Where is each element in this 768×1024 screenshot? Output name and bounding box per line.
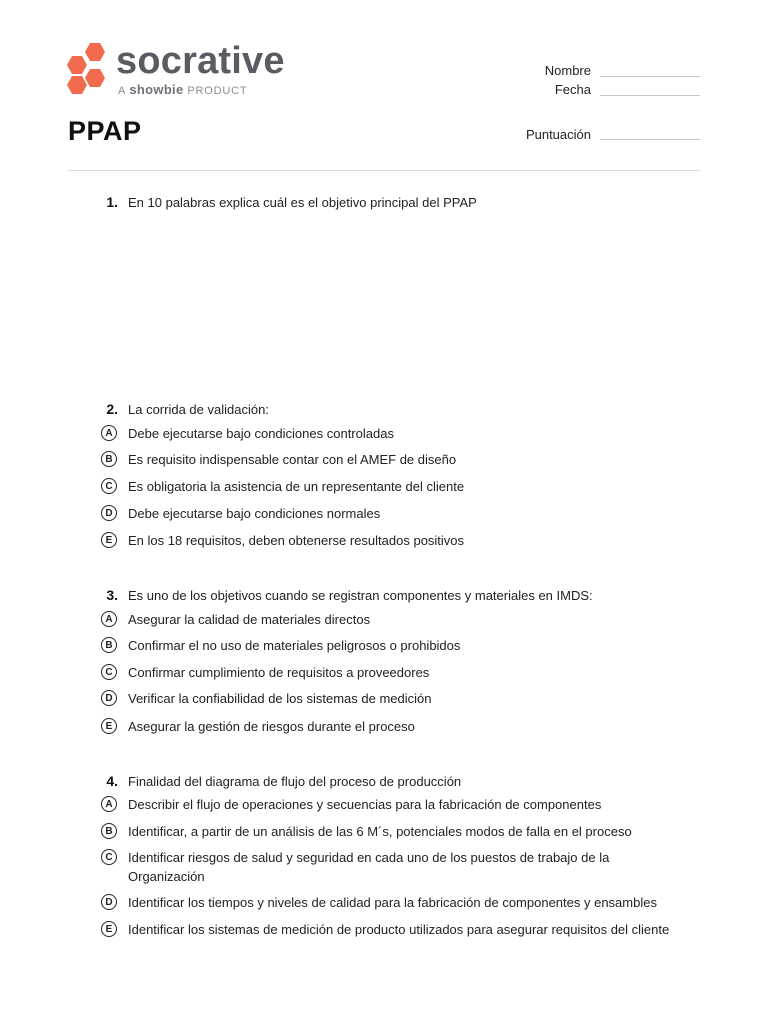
option-bubble-d[interactable]: D (101, 690, 117, 706)
header-divider (68, 170, 700, 171)
option-text: Identificar, a partir de un análisis de las 6 M´s, potenciales modos de falla en el proceso (128, 824, 632, 839)
puntuacion-label: Puntuación (525, 127, 591, 142)
option-bubble-c[interactable]: C (101, 664, 117, 680)
logo-tagline (118, 82, 247, 97)
puntuacion-input-line[interactable] (600, 139, 700, 140)
option-bubble-c[interactable]: C (101, 478, 117, 494)
nombre-input-line[interactable] (600, 76, 700, 77)
question-number: 1. (106, 194, 118, 210)
option-bubble-a[interactable]: A (101, 611, 117, 627)
option-text: Es obligatoria la asistencia de un representante del cliente (128, 479, 465, 494)
question-number: 3. (106, 587, 118, 603)
option-bubble-b[interactable]: B (101, 451, 117, 467)
option-text: Identificar riesgos de salud y seguridad en cada uno de los puestos de trabajo de la Organización (128, 850, 610, 884)
option-text: Asegurar la gestión de riesgos durante el proceso (128, 719, 415, 734)
nombre-label: Nombre (544, 63, 591, 78)
option-text: Debe ejecutarse bajo condiciones normales (128, 506, 381, 521)
question-text: La corrida de validación: (128, 402, 269, 417)
option-bubble-d[interactable]: D (101, 505, 117, 521)
tagline-suffix: PRODUCT (187, 85, 248, 97)
question-text: En 10 palabras explica cuál es el objetivo principal del PPAP (128, 195, 477, 210)
question-number: 4. (106, 773, 118, 789)
option-text: Confirmar cumplimiento de requisitos a proveedores (128, 665, 430, 680)
tagline-prefix: A (118, 85, 126, 97)
option-bubble-c[interactable]: C (101, 849, 117, 865)
option-bubble-b[interactable]: B (101, 637, 117, 653)
option-text: Asegurar la calidad de materiales directos (128, 612, 371, 627)
option-text: Es requisito indispensable contar con el AMEF de diseño (128, 452, 457, 467)
option-text: En los 18 requisitos, deben obtenerse resultados positivos (128, 533, 465, 548)
option-bubble-e[interactable]: E (101, 532, 117, 548)
option-bubble-e[interactable]: E (101, 718, 117, 734)
option-bubble-a[interactable]: A (101, 796, 117, 812)
question-text: Es uno de los objetivos cuando se registran componentes y materiales en IMDS: (128, 588, 593, 603)
option-bubble-d[interactable]: D (101, 894, 117, 910)
option-text: Describir el flujo de operaciones y secuencias para la fabricación de componentes (128, 797, 602, 812)
option-bubble-a[interactable]: A (101, 425, 117, 441)
hexagon-cluster-icon (66, 42, 106, 98)
fecha-input-line[interactable] (600, 95, 700, 96)
logo-wordmark: socrative (116, 40, 285, 82)
option-bubble-b[interactable]: B (101, 823, 117, 839)
option-text: Identificar los tiempos y niveles de calidad para la fabricación de componentes y ensambles (128, 895, 657, 910)
question-text: Finalidad del diagrama de flujo del proceso de producción (128, 774, 462, 789)
option-text: Debe ejecutarse bajo condiciones controladas (128, 426, 394, 441)
option-text: Confirmar el no uso de materiales peligrosos o prohibidos (128, 638, 461, 653)
option-text: Identificar los sistemas de medición de producto utilizados para asegurar requisitos del cliente (128, 922, 670, 937)
fecha-label: Fecha (554, 82, 591, 97)
socrative-logo (66, 42, 306, 98)
option-text: Verificar la confiabilidad de los sistemas de medición (128, 691, 432, 706)
question-number: 2. (106, 401, 118, 417)
tagline-brand: showbie (129, 82, 184, 97)
option-bubble-e[interactable]: E (101, 921, 117, 937)
page-title: PPAP (68, 116, 142, 146)
